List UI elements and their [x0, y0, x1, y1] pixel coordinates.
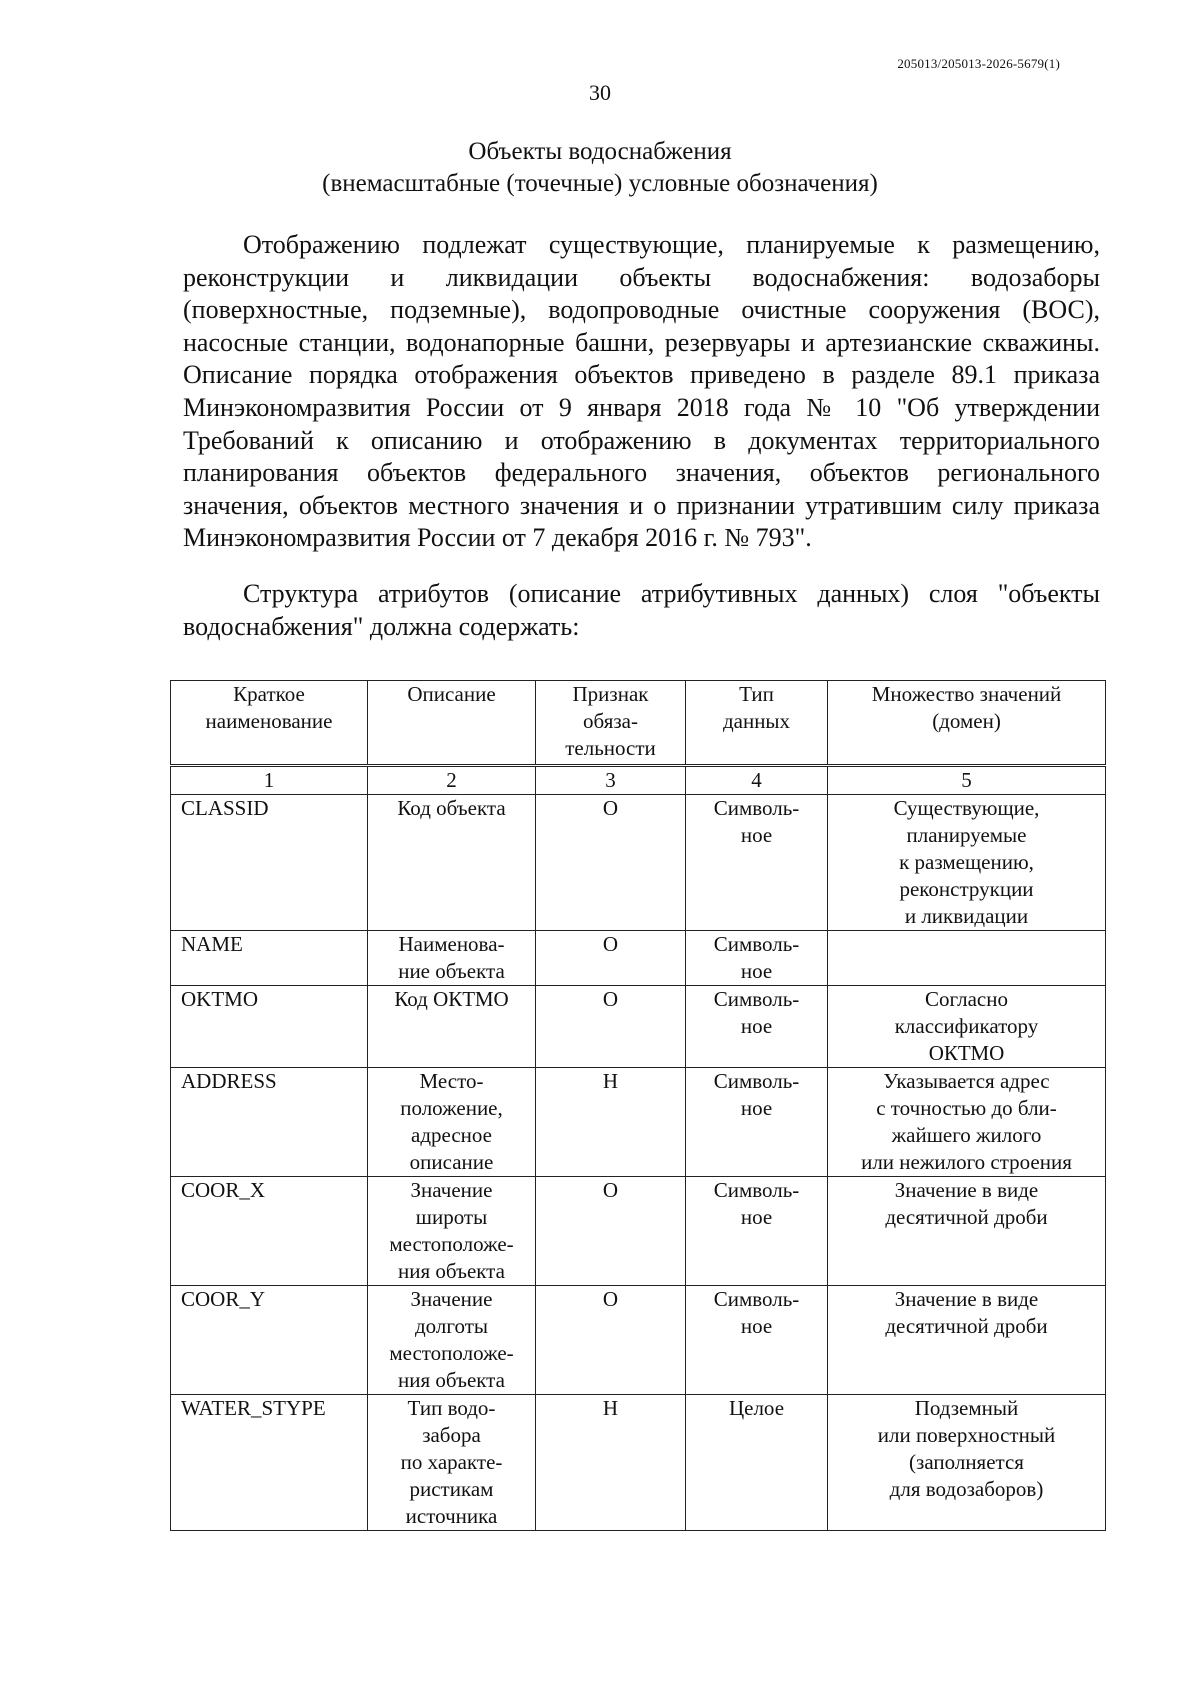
cell-description: Наименова- ние объекта: [368, 931, 536, 986]
cell-data-type: Символь- ное: [686, 1286, 828, 1395]
header-required-flag: Признак обяза- тельности: [536, 681, 686, 766]
cell-value-domain: Согласно классификатору ОКТМО: [828, 986, 1106, 1068]
table-row: [171, 931, 1106, 986]
table-row: [171, 986, 1106, 1068]
table-row: [171, 1286, 1106, 1395]
column-number-row: [171, 766, 1106, 795]
attributes-table: [170, 680, 1106, 1531]
cell-data-type: Символь- ное: [686, 1068, 828, 1177]
cell-description: Тип водо- забора по характе- ристикам источника: [368, 1395, 536, 1531]
section-title: [0, 136, 1200, 200]
cell-data-type: Целое: [686, 1395, 828, 1531]
column-number: 5: [828, 766, 1106, 795]
table-row: [171, 1395, 1106, 1531]
header-value-domain: Множество значений (домен): [828, 681, 1106, 766]
cell-required-flag: Н: [536, 1395, 686, 1531]
cell-required-flag: О: [536, 986, 686, 1068]
page-number: 30: [589, 80, 611, 105]
cell-required-flag: О: [536, 1177, 686, 1286]
header-short-name: Краткое наименование: [171, 681, 368, 766]
cell-data-type: Символь- ное: [686, 1177, 828, 1286]
cell-short-name: CLASSID: [171, 795, 368, 931]
structure-paragraph: Структура атрибутов (описание атрибутивных данных) слоя "объекты водоснабжения" должна содержать:: [183, 579, 1100, 641]
column-number: 3: [536, 766, 686, 795]
cell-value-domain: Значение в виде десятичной дроби: [828, 1177, 1106, 1286]
cell-data-type: Символь- ное: [686, 795, 828, 931]
column-number: 4: [686, 766, 828, 795]
intro-paragraph: Отображению подлежат существующие, планируемые к размещению, реконструкции и ликвидации объекты водоснабжения: водозаборы (поверхностные, подземные), водопроводные очистные сооружения (ВОС), насосные станции, водонапорные башни, резервуары и артезианские скважины. Описание порядка отображения объектов приведено в разделе 89.1 приказа Минэкономразвития России от 9 января 2018 года № 10 "Об утверждении Требований к описанию и отображению в документах территориального планирования объектов федерального значения, объектов регионального значения, объектов местного значения и о признании утратившим силу приказа Минэкономразвития России от 7 декабря 2016 г. № 793".: [183, 230, 1100, 553]
column-number: 1: [171, 766, 368, 795]
header-data-type: Тип данных: [686, 681, 828, 766]
cell-short-name: ADDRESS: [171, 1068, 368, 1177]
title-line-2: (внемасштабные (точечные) условные обозначения): [322, 170, 878, 197]
header-description: Описание: [368, 681, 536, 766]
cell-required-flag: О: [536, 1286, 686, 1395]
cell-description: Код объекта: [368, 795, 536, 931]
cell-required-flag: О: [536, 795, 686, 931]
cell-short-name: NAME: [171, 931, 368, 986]
table-row: [171, 1068, 1106, 1177]
cell-value-domain: Указывается адрес с точностью до бли- жайшего жилого или нежилого строения: [828, 1068, 1106, 1177]
cell-required-flag: О: [536, 931, 686, 986]
cell-short-name: OKTMO: [171, 986, 368, 1068]
table-row: [171, 1177, 1106, 1286]
cell-value-domain: [828, 931, 1106, 986]
cell-data-type: Символь- ное: [686, 986, 828, 1068]
cell-short-name: WATER_STYPE: [171, 1395, 368, 1531]
cell-value-domain: Существующие, планируемые к размещению, реконструкции и ликвидации: [828, 795, 1106, 931]
cell-data-type: Символь- ное: [686, 931, 828, 986]
cell-description: Значение долготы местоположе- ния объекта: [368, 1286, 536, 1395]
table-row: [171, 795, 1106, 931]
cell-short-name: COOR_Y: [171, 1286, 368, 1395]
cell-value-domain: Значение в виде десятичной дроби: [828, 1286, 1106, 1395]
cell-required-flag: Н: [536, 1068, 686, 1177]
cell-description: Место- положение, адресное описание: [368, 1068, 536, 1177]
document-code: 205013/205013-2026-5679(1): [897, 56, 1060, 71]
title-line-1: Объекты водоснабжения: [468, 138, 732, 165]
cell-description: Значение широты местоположе- ния объекта: [368, 1177, 536, 1286]
column-number: 2: [368, 766, 536, 795]
cell-description: Код ОКТМО: [368, 986, 536, 1068]
table-header-row: [171, 681, 1106, 766]
cell-value-domain: Подземный или поверхностный (заполняется для водозаборов): [828, 1395, 1106, 1531]
cell-short-name: COOR_X: [171, 1177, 368, 1286]
